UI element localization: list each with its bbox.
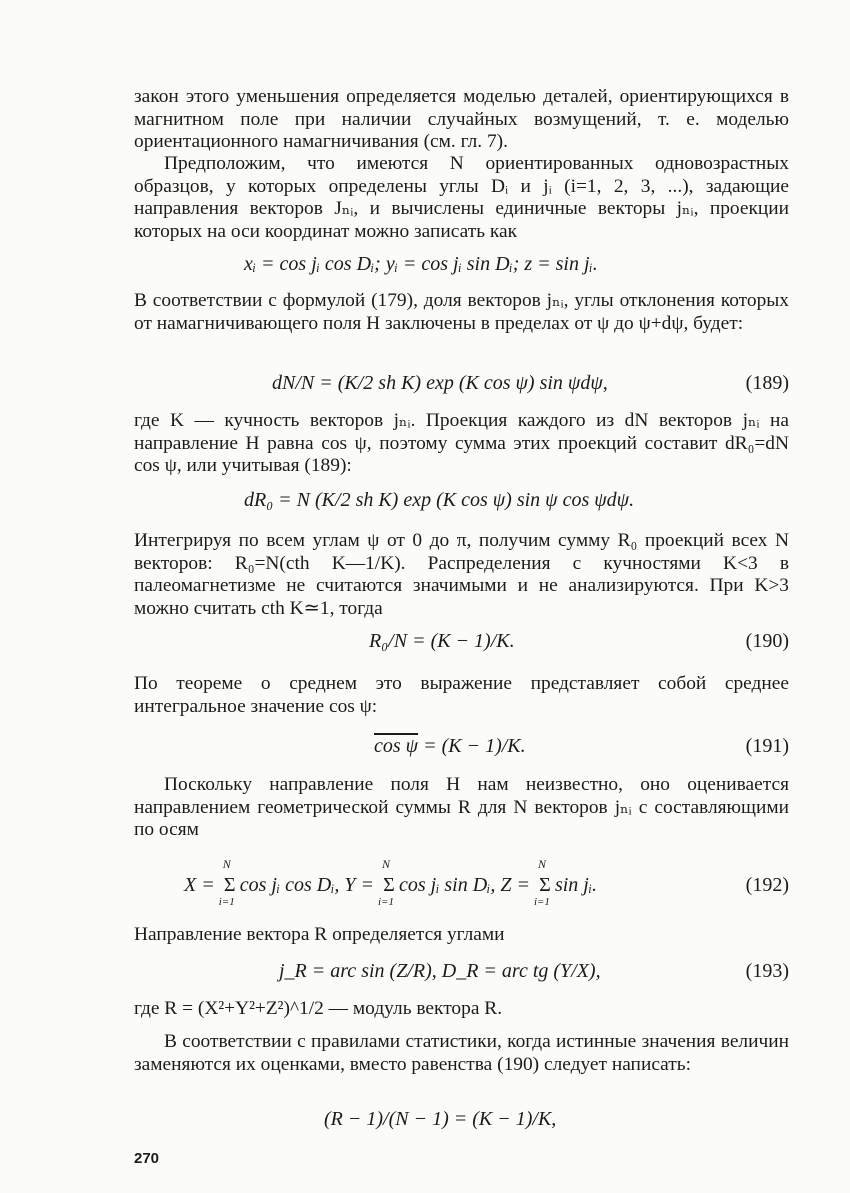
sum-x-lower: i=1 bbox=[218, 896, 235, 908]
page-number: 270 bbox=[134, 1150, 160, 1167]
sum-x-upper: N bbox=[222, 857, 231, 871]
equation-192-x-lhs: X = bbox=[184, 874, 220, 896]
equation-coordinates-text: xᵢ = cos jᵢ cos Dᵢ; yᵢ = cos jᵢ sin Dᵢ; z = sin jᵢ. bbox=[244, 253, 598, 275]
equation-189 bbox=[134, 372, 789, 402]
sum-y-lower: i=1 bbox=[378, 896, 394, 908]
sum-z-lower: i=1 bbox=[533, 896, 550, 908]
paragraph-4: где K — кучность векторов jₙᵢ. Проекция каждого из dN векторов jₙᵢ на направление H равна cos ψ, поэтому сумма этих проекций составит dR₀=dN cos ψ, или учитывая (189): bbox=[134, 410, 789, 477]
paragraph-10: В соответствии с правилами статистики, когда истинные значения величин заменяются их оценками, вместо равенства (190) следует написать: bbox=[134, 1031, 789, 1075]
equation-final-text: (R − 1)/(N − 1) = (K − 1)/K, bbox=[324, 1108, 557, 1130]
equation-191-text bbox=[374, 735, 526, 758]
equation-189-text: dN/N = (K/2 sh K) exp (K cos ψ) sin ψdψ, bbox=[272, 372, 608, 394]
equation-191-rhs: = (K − 1)/K. bbox=[418, 735, 526, 757]
paragraph-8: Направление вектора R определяется углами bbox=[134, 924, 505, 945]
equation-192-z-lhs: Z = bbox=[500, 874, 535, 896]
paragraph-5: Интегрируя по всем углам ψ от 0 до π, получим сумму R₀ проекций всех N векторов: R₀=N(cth K—1/K). Распределения с кучностями K<3 в палеомагнетизме не считаются значимыми и не анализируются. При K>3 можно считать cth K≃1, тогда bbox=[134, 530, 789, 619]
equation-192-x-rhs: cos jᵢ cos Dᵢ, bbox=[239, 874, 345, 896]
equation-192 bbox=[134, 856, 789, 916]
paragraph-9: где R = (X²+Y²+Z²)^1/2 — модуль вектора R. bbox=[134, 998, 503, 1019]
equation-191 bbox=[134, 735, 789, 765]
sum-y-upper: N bbox=[382, 857, 391, 871]
equation-192-text bbox=[184, 857, 598, 908]
sum-y: N Σ i=1 bbox=[378, 857, 395, 908]
equation-dR0 bbox=[134, 489, 789, 519]
equation-192-number: (192) bbox=[745, 874, 789, 896]
equation-192-y-rhs: cos jᵢ sin Dᵢ, bbox=[399, 874, 501, 896]
equation-192-z-rhs: sin jᵢ. bbox=[554, 874, 598, 896]
equation-189-number: (189) bbox=[745, 372, 789, 394]
paragraph-3: В соответствии с формулой (179), доля векторов jₙᵢ, углы отклонения которых от намагничивающего поля H заключены в пределах от ψ до ψ+dψ, будет: bbox=[134, 290, 789, 334]
equation-193-text: j_R = arc sin (Z/R), D_R = arc tg (Y/X), bbox=[279, 960, 601, 982]
sum-x: N Σ i=1 bbox=[218, 857, 236, 908]
equation-191-number: (191) bbox=[745, 735, 789, 757]
equation-final bbox=[134, 1108, 789, 1138]
equation-dR0-text: dR₀ = N (K/2 sh K) exp (K cos ψ) sin ψ cos ψdψ. bbox=[244, 489, 635, 511]
equation-193 bbox=[134, 960, 789, 990]
sum-z: N Σ i=1 bbox=[533, 857, 551, 908]
paragraph-1: закон этого уменьшения определяется моделью деталей, ориентирующихся в магнитном поле при наличии случайных возмущений, т. е. моделью ориентационного намагничивания (см. гл. 7). bbox=[134, 86, 789, 153]
equation-190-text: R₀/N = (K − 1)/K. bbox=[369, 630, 515, 652]
equation-193-number: (193) bbox=[745, 960, 789, 982]
sum-z-upper: N bbox=[537, 857, 546, 871]
paragraph-6: По теореме о среднем это выражение представляет собой среднее интегральное значение cos ψ: bbox=[134, 673, 789, 717]
equation-coordinates bbox=[134, 253, 789, 283]
equation-192-y-lhs: Y = bbox=[344, 874, 379, 896]
paragraph-7: Поскольку направление поля H нам неизвестно, оно оценивается направлением геометрической суммы R для N векторов jₙᵢ с составляющими по осям bbox=[134, 774, 789, 841]
paragraph-2: Предположим, что имеются N ориентированных одновозрастных образцов, у которых определены углы Dᵢ и jᵢ (i=1, 2, 3, ...), задающие направления векторов Jₙᵢ, и вычислены единичные векторы jₙᵢ, проекции которых на оси координат можно записать как bbox=[134, 153, 789, 242]
equation-190 bbox=[134, 630, 789, 660]
equation-191-mean-cos: cos ψ bbox=[374, 735, 419, 757]
equation-190-number: (190) bbox=[745, 630, 789, 652]
